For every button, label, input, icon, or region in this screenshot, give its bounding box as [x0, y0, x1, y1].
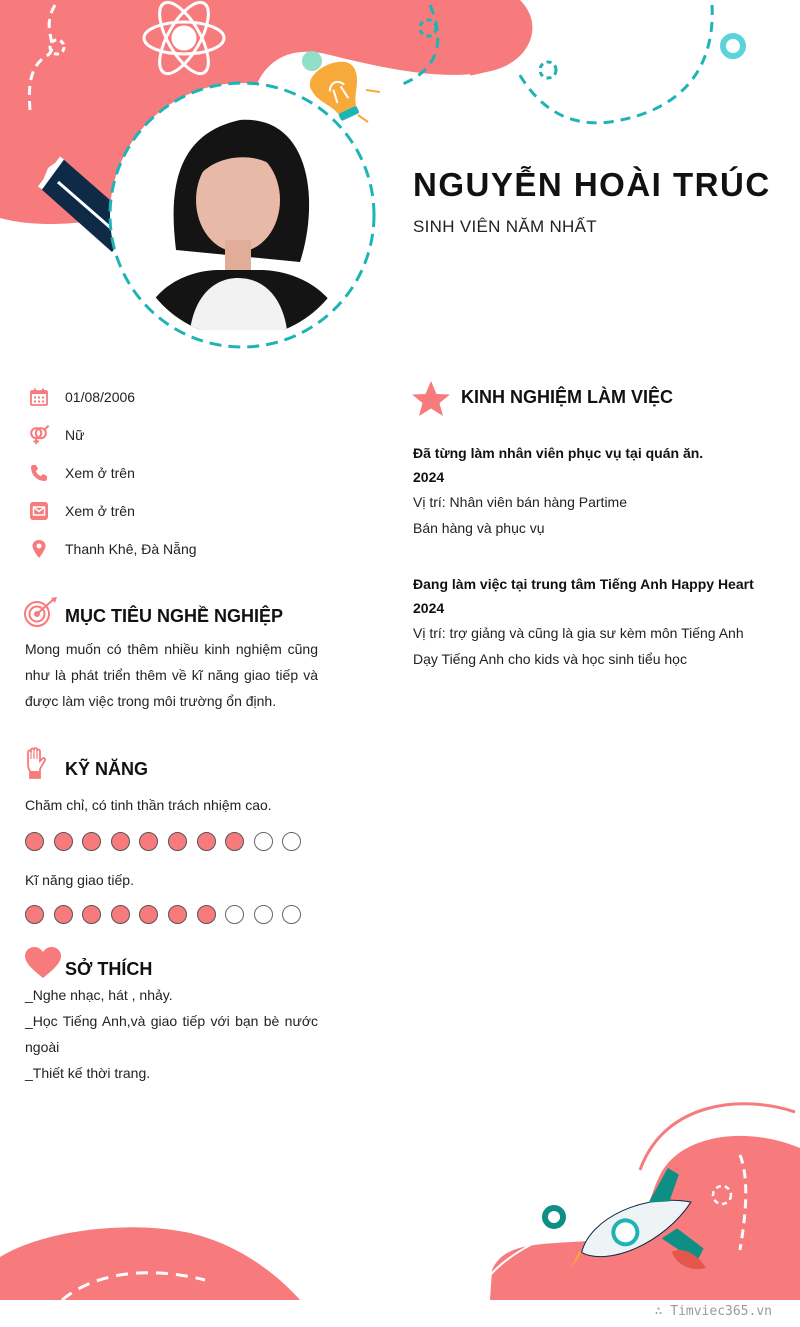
info-row-gender	[28, 423, 84, 447]
star-icon	[412, 381, 450, 416]
objective-line: như là phát triển thêm về kĩ năng giao tiếp và	[25, 667, 318, 683]
experience-item-line: Bán hàng và phục vụ	[413, 520, 545, 536]
rating-dot-filled	[197, 905, 216, 924]
info-row-email	[28, 499, 135, 523]
calendar-icon	[28, 386, 50, 408]
rating-dot-filled	[225, 832, 244, 851]
rating-dot-empty	[254, 905, 273, 924]
rating-dot-filled	[111, 905, 130, 924]
rating-dot-filled	[168, 832, 187, 851]
experience-item-title: Đang làm việc tại trung tâm Tiếng Anh Happy Heart	[413, 576, 754, 592]
experience-item	[413, 576, 783, 677]
skill-name: Kĩ năng giao tiếp.	[25, 872, 134, 888]
objective-title: MỤC TIÊU NGHỀ NGHIỆP	[65, 606, 284, 626]
experience-item-line: Vị trí: trợ giảng và cũng là gia sư kèm môn Tiếng Anh	[413, 625, 744, 641]
rating-dot-filled	[197, 832, 216, 851]
rating-dot-filled	[25, 832, 44, 851]
skill-name: Chăm chỉ, có tinh thần trách nhiệm cao.	[25, 797, 272, 813]
location-icon	[28, 538, 50, 560]
skill-rating	[25, 832, 301, 851]
skill-rating	[25, 905, 301, 924]
hobby-line: _Nghe nhạc, hát , nhảy.	[25, 987, 173, 1003]
email-icon	[28, 500, 50, 522]
watermark: ∴ Timviec365.vn	[654, 1304, 772, 1319]
objective-line: Mong muốn có thêm nhiều kinh nghiệm cũng	[25, 641, 318, 657]
rating-dot-filled	[54, 905, 73, 924]
hobbies-title: SỞ THÍCH	[65, 959, 153, 979]
job-title: SINH VIÊN NĂM NHẤT	[413, 217, 597, 236]
rating-dot-empty	[225, 905, 244, 924]
gender-icon	[28, 424, 50, 446]
rating-dot-filled	[168, 905, 187, 924]
target-icon	[23, 596, 59, 635]
experience-item-year: 2024	[413, 469, 445, 485]
experience-item	[413, 445, 773, 546]
rating-dot-empty	[282, 832, 301, 851]
hobbies-text	[25, 982, 318, 1086]
hobby-line: _Thiết kế thời trang.	[25, 1065, 151, 1081]
objective-text	[25, 636, 318, 714]
rating-dot-filled	[25, 905, 44, 924]
rating-dot-empty	[282, 905, 301, 924]
gender-value: Nữ	[65, 427, 85, 443]
info-row-birthdate	[28, 385, 135, 409]
info-row-phone	[28, 461, 135, 485]
candidate-name: NGUYỄN HOÀI TRÚC	[413, 166, 771, 203]
experience-title: KINH NGHIỆM LÀM VIỆC	[461, 387, 674, 407]
skills-title: KỸ NĂNG	[65, 759, 149, 779]
hand-icon	[25, 747, 47, 785]
birthdate-value: 01/08/2006	[65, 389, 136, 405]
rating-dot-empty	[254, 832, 273, 851]
hobby-line: _Học Tiếng Anh,và giao tiếp với bạn bè nước	[25, 1013, 318, 1029]
phone-icon	[28, 462, 50, 484]
heart-icon	[25, 947, 61, 984]
location-value: Thanh Khê, Đà Nẵng	[65, 541, 197, 557]
experience-item-line: Dạy Tiếng Anh cho kids và học sinh tiểu học	[413, 651, 687, 667]
phone-value: Xem ở trên	[65, 465, 135, 481]
info-row-location	[28, 537, 197, 561]
rating-dot-filled	[82, 905, 101, 924]
rating-dot-filled	[111, 832, 130, 851]
email-value: Xem ở trên	[65, 503, 135, 519]
hobby-line: ngoài	[25, 1039, 60, 1055]
rating-dot-filled	[54, 832, 73, 851]
rating-dot-filled	[82, 832, 101, 851]
experience-item-title: Đã từng làm nhân viên phục vụ tại quán ăn.	[413, 445, 704, 461]
rating-dot-filled	[139, 905, 158, 924]
rating-dot-filled	[139, 832, 158, 851]
experience-item-line: Vị trí: Nhân viên bán hàng Partime	[413, 494, 628, 510]
objective-line: được làm việc trong môi trường ổn định.	[25, 693, 277, 709]
experience-item-year: 2024	[413, 600, 445, 616]
